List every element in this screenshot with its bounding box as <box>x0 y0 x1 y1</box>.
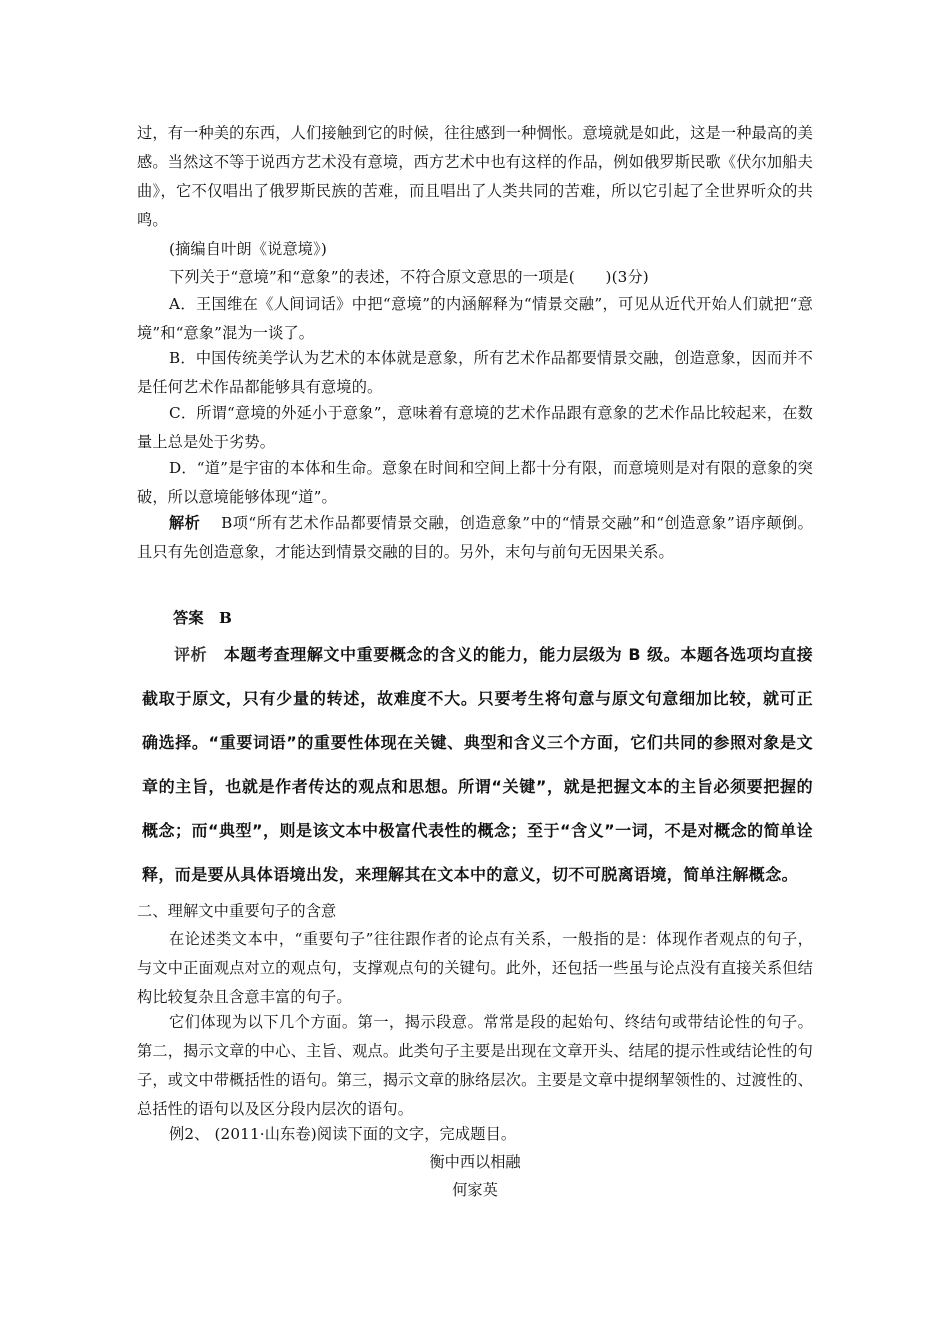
analysis-label: 解析 <box>169 514 201 532</box>
section2-heading: 二、理解文中重要句子的含意 <box>137 902 337 920</box>
analysis-paragraph <box>137 509 813 567</box>
answer-line <box>173 604 813 633</box>
analysis-text: B项“所有艺术作品都要情景交融，创造意象”中的“情景交融”和“创造意象”语序颠倒。且只有先创造意象，才能达到情景交融的目的。另外，末句与前句无因果关系。 <box>137 514 813 561</box>
option-b: B．中国传统美学认为艺术的本体就是意象，所有艺术作品都要情景交融，创造意象，因而并不是任何艺术作品都能够具有意境的。 <box>137 349 813 396</box>
article-author: 何家英 <box>452 1181 498 1199</box>
section2-paragraph-2: 它们体现为以下几个方面。第一，揭示段意。常常是段的起始句、终结句或带结论性的句子。第二，揭示文章的中心、主旨、观点。此类句子主要是出现在文章开头、结尾的提示性或结论性的句子，或文中带概括性的语句。第三，揭示文章的脉络层次。主要是文章中提纲挈领性的、过渡性的、总括性的语句以及区分段内层次的语句。 <box>137 1013 813 1118</box>
option-c: C．所谓“意境的外延小于意象”，意味着有意境的艺术作品跟有意象的艺术作品比较起来，在数量上总是处于劣势。 <box>137 404 813 451</box>
answer-value: B <box>219 609 233 627</box>
comment-paragraph <box>142 633 813 897</box>
option-d: D．“道”是宇宙的本体和生命。意象在时间和空间上都十分有限，而意境则是对有限的意象的突破，所以意境能够体现“道”。 <box>137 459 813 506</box>
example-line: 例2、 (2011·山东卷)阅读下面的文字，完成题目。 <box>169 1125 517 1143</box>
source-citation: (摘编自叶朗《说意境》) <box>169 240 327 258</box>
comment-label: 评析 <box>174 645 208 664</box>
article-title: 衡中西以相融 <box>429 1153 521 1171</box>
passage-end: 过，有一种美的东西，人们接触到它的时候，往往感到一种惆怅。意境就是如此，这是一种最高的美感。当然这不等于说西方艺术没有意境，西方艺术中也有这样的作品，例如俄罗斯民歌《伏尔加船夫曲》，它不仅唱出了俄罗斯民族的苦难，而且唱出了人类共同的苦难，所以它引起了全世界听众的共鸣。 <box>137 124 813 229</box>
option-a: A．王国维在《人间词话》中把“意境”的内涵解释为“情景交融”，可见从近代开始人们就把“意境”和“意象”混为一谈了。 <box>137 295 813 342</box>
question-stem: 下列关于“意境”和“意象”的表述，不符合原文意思的一项是( )(3分) <box>169 268 649 286</box>
answer-label: 答案 <box>173 609 204 627</box>
comment-text: 本题考查理解文中重要概念的含义的能力，能力层级为 B 级。本题各选项均直接截取于原文，只有少量的转述，故难度不大。只要考生将句意与原文句意细加比较，就可正确选择。“重要词语”的重要性体现在关键、典型和含义三个方面，它们共同的参照对象是文章的主旨，也就是作者传达的观点和思想。所谓“关键”，就是把握文本的主旨必须要把握的概念；而“典型”，则是该文本中极富代表性的概念；至于“含义”一词，不是对概念的简单诠释，而是要从具体语境出发，来理解其在文本中的意义，切不可脱离语境，简单注解概念。 <box>142 645 813 884</box>
section2-paragraph-1: 在论述类文本中，“重要句子”往往跟作者的论点有关系，一般指的是：体现作者观点的句子，与文中正面观点对立的观点句，支撑观点句的关键句。此外，还包括一些虽与论点没有直接关系但结构比较复杂且含意丰富的句子。 <box>137 930 813 1006</box>
